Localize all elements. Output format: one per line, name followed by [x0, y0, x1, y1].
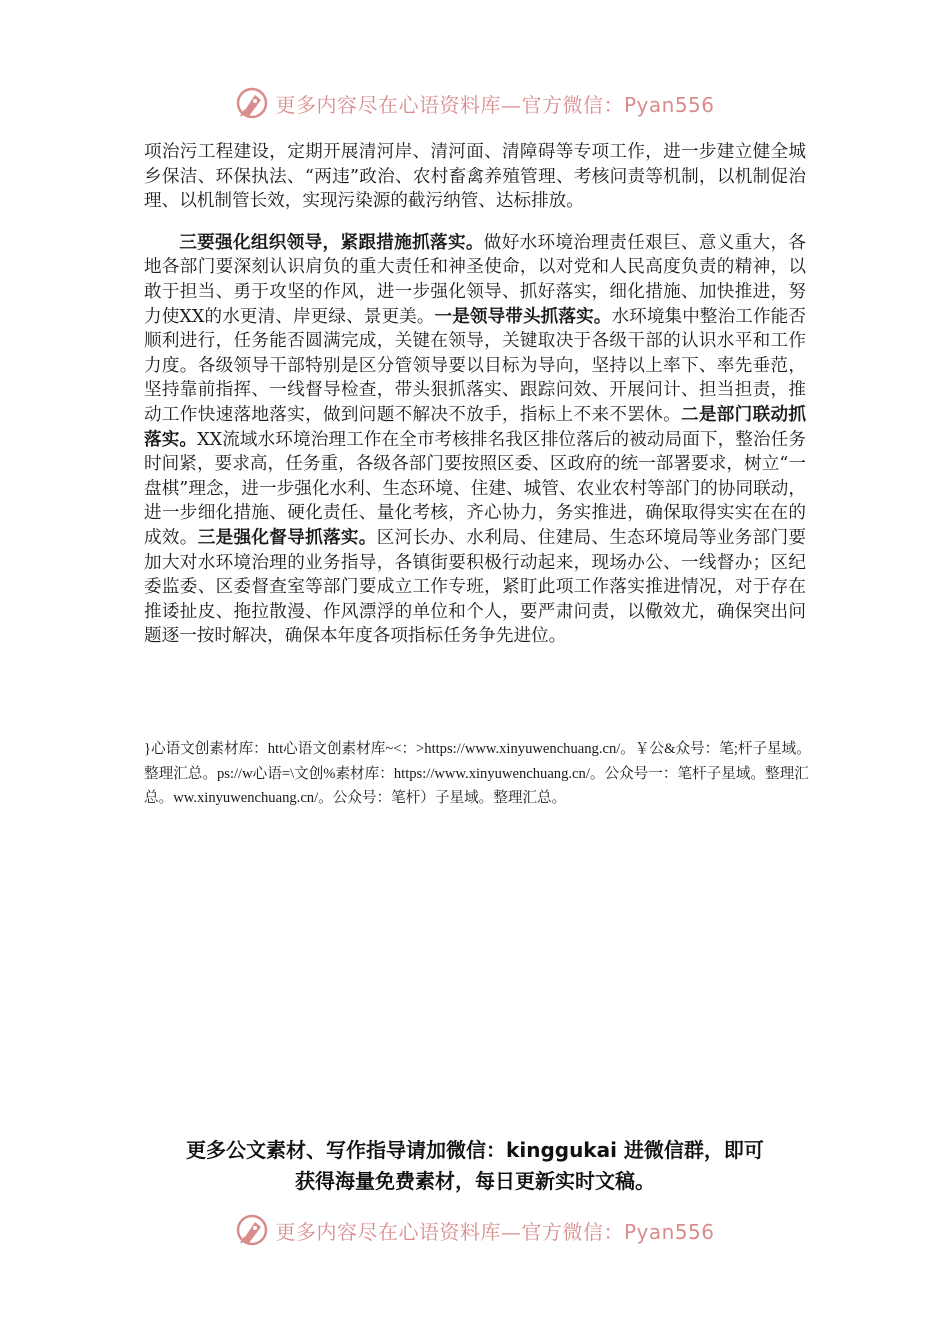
subheading-leadership: 一是领导带头抓落实。 — [434, 305, 612, 327]
paragraph-text: 做好水环境治理责任艰巨、意义重大，各地各部门要深刻认识肩负的重大责任和神圣使命，以对党和人民高度负责的精神，以敢于担当、勇于攻坚的作风，进一步强化领导、抓好落实，细化措施、加快推进，努力使XX的水更清、岸更绿、景更美。 — [144, 232, 806, 327]
section-heading: 三要强化组织领导，紧跟措施抓落实。 — [179, 231, 484, 253]
paragraph-text: 水环境集中整治工作能否顺利进行，任务能否圆满完成，关键在领导，关键取决于各级干部的认识水平和工作力度。各级领导干部特别是区分管领导要以目标为导向，坚持以上率下、率先垂范，坚持靠前指挥、一线督导检查，带头狠抓落实、跟踪问效、开展问计、担当担责，推动工作快速落地落实，做到问题不解决不放手，指标上不来不罢休。 — [144, 306, 806, 425]
promo-line-2: 获得海量免费素材，每日更新实时文稿。 — [295, 1169, 655, 1193]
watermark-note: }心语文创素材库：htt心语文创素材库~<：>https://www.xinyuwenchuang.cn/。￥公&众号：笔;杆子星域。整理汇总。ps://w心语=\文创%素材库：https://www.xinyuwenchuang.cn/。公众号一：笔杆子星域。整理汇总。ww.xinyuwenchuang.cn/。公众号：笔杆）子星域。整理汇总。 — [144, 741, 811, 807]
header-banner-text: 更多内容尽在心语资料库—官方微信：Pyan556 — [275, 92, 715, 117]
paragraph-2 — [144, 231, 806, 649]
paragraph-text: XX流域水环境治理工作在全市考核排名我区排位落后的被动局面下，整治任务时间紧，要求高，任务重，各级各部门要按照区委、区政府的统一部署要求，树立“一盘棋”理念，进一步强化水利、生态环境、住建、城管、农业农村等部门的协同联动，进一步细化措施、硬化责任、量化考核，齐心协力，务实推进，确保取得实实在在的成效。 — [144, 429, 806, 548]
pen-nib-logo-icon — [235, 86, 269, 120]
header-banner — [0, 83, 950, 123]
footer-banner — [0, 1210, 950, 1250]
footer-wechat-id: Pyan556 — [623, 1219, 715, 1244]
subheading-department-linkage: 二是部门联动抓落实。 — [144, 403, 806, 450]
subheading-supervision: 三是强化督导抓落实。 — [197, 526, 377, 548]
footer-banner-text: 更多内容尽在心语资料库—官方微信：Pyan556 — [275, 1219, 715, 1244]
header-wechat-id: Pyan556 — [623, 92, 715, 117]
document-body — [144, 140, 806, 649]
pen-nib-logo-icon — [235, 1213, 269, 1247]
paragraph-1: 项治污工程建设，定期开展清河岸、清河面、清障碍等专项工作，进一步建立健全城乡保洁、环保执法、“两违”政治、农村畜禽养殖管理、考核问责等机制，以机制促治理、以机制管长效，实现污染源的截污纳管、达标排放。 — [144, 142, 806, 212]
paragraph-text: 区河长办、水利局、住建局、生态环境局等业务部门要加大对水环境治理的业务指导，各镇街要积极行动起来，现场办公、一线督办；区纪委监委、区委督查室等部门要成立工作专班，紧盯此项工作落实推进情况，对于存在推诿扯皮、拖拉散漫、作风漂浮的单位和个人，要严肃问责，以儆效尤，确保突出问题逐一按时解决，确保本年度各项指标任务争先进位。 — [144, 527, 806, 647]
promo-line-1: 更多公文素材、写作指导请加微信：kinggukai 进微信群，即可 — [186, 1138, 764, 1162]
promo-block — [100, 1135, 850, 1197]
